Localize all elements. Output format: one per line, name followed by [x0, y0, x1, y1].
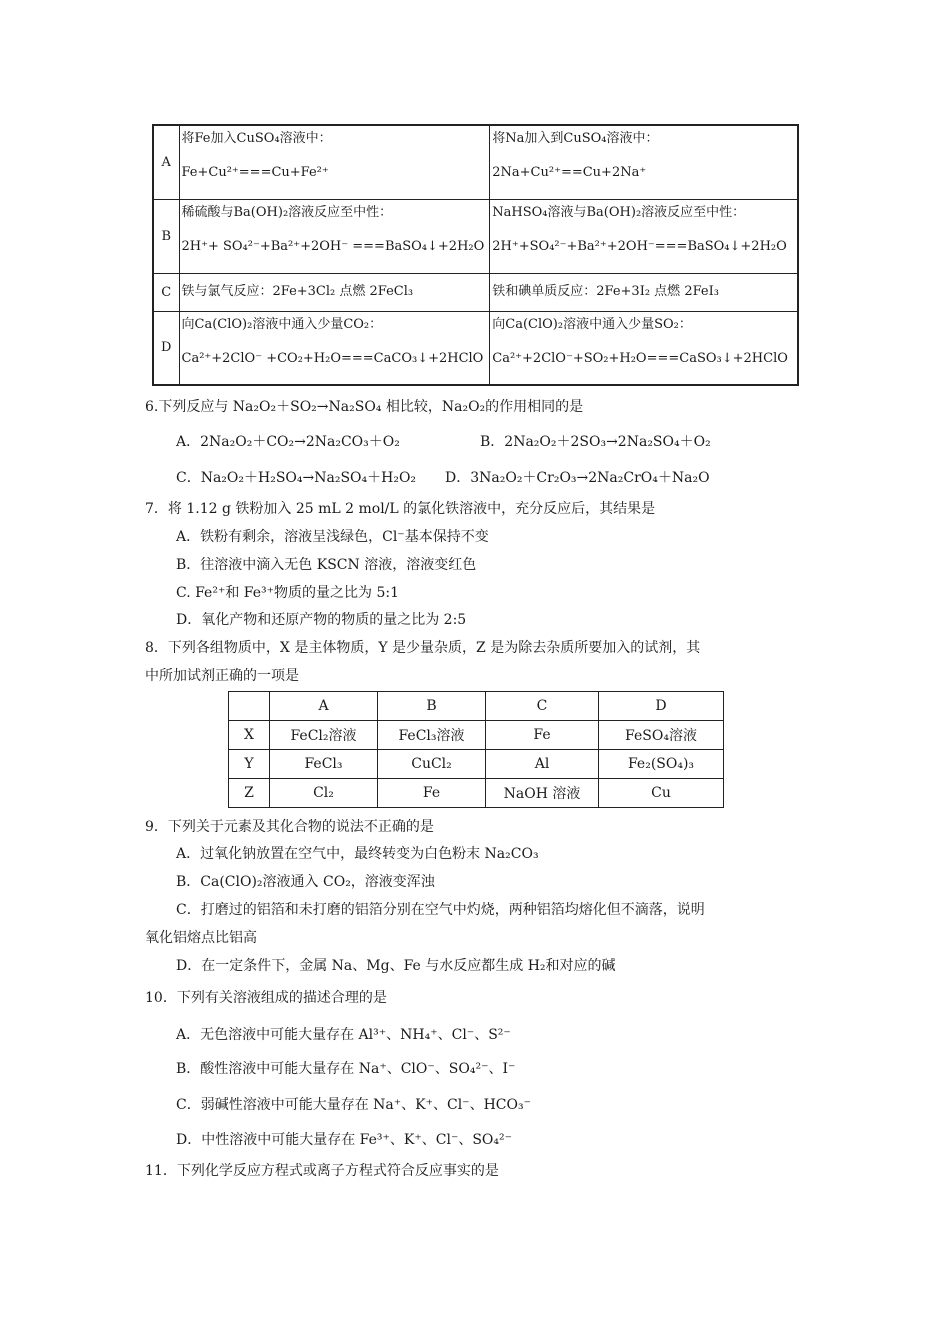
question-9-stem: 9．下列关于元素及其化合物的说法不正确的是	[145, 819, 434, 835]
q7-option-c: C. Fe²⁺和 Fe³⁺物质的量之比为 5:1	[176, 585, 400, 601]
table-cell: NaOH 溶液	[486, 779, 599, 808]
equation-comparison-table	[152, 124, 799, 386]
row-label: A	[153, 125, 179, 199]
header-cell: B	[378, 692, 486, 721]
question-11-stem: 11．下列化学反应方程式或离子方程式符合反应事实的是	[145, 1163, 499, 1179]
row-label: B	[153, 199, 179, 273]
header-cell: A	[270, 692, 378, 721]
question-8-stem-line-1: 8．下列各组物质中，X 是主体物质，Y 是少量杂质，Z 是为除去杂质所要加入的试剂，其	[145, 640, 701, 656]
q6-option-d: D．3Na₂O₂＋Cr₂O₃→2Na₂CrO₄＋Na₂O	[445, 470, 710, 486]
table-cell: Fe₂(SO₄)₃	[599, 750, 724, 779]
q9-option-c-line-1: C．打磨过的铝箔和未打磨的铝箔分别在空气中灼烧，两种铝箔均熔化但不滴落，说明	[176, 902, 705, 918]
table-row	[153, 311, 798, 385]
row-label: D	[153, 311, 179, 385]
question-8-stem-line-2: 中所加试剂正确的一项是	[145, 668, 299, 684]
table-header-row	[229, 692, 724, 721]
right-cell: NaHSO₄溶液与Ba(OH)₂溶液反应至中性： 2H⁺+SO₄²⁻+Ba²⁺+2OH⁻===BaSO₄↓+2H₂O	[490, 199, 798, 273]
left-cell: 将Fe加入CuSO₄溶液中： Fe+Cu²⁺===Cu+Fe²⁺	[179, 125, 490, 199]
q7-option-a: A．铁粉有剩余，溶液呈浅绿色，Cl⁻基本保持不变	[176, 529, 489, 545]
q10-option-a: A．无色溶液中可能大量存在 Al³⁺、NH₄⁺、Cl⁻、S²⁻	[176, 1027, 511, 1043]
q6-option-b: B．2Na₂O₂＋2SO₃→2Na₂SO₄＋O₂	[480, 434, 711, 450]
left-cell: 铁与氯气反应：2Fe+3Cl₂ 点燃 2FeCl₃	[179, 273, 490, 311]
left-cell: 稀硫酸与Ba(OH)₂溶液反应至中性： 2H⁺+ SO₄²⁻+Ba²⁺+2OH⁻ ===BaSO₄↓+2H₂O	[179, 199, 490, 273]
question-7-stem: 7．将 1.12 g 铁粉加入 25 mL 2 mol/L 的氯化铁溶液中，充分反应后，其结果是	[145, 501, 656, 517]
q10-option-b: B．酸性溶液中可能大量存在 Na⁺、ClO⁻、SO₄²⁻、I⁻	[176, 1061, 516, 1077]
q9-option-c-line-2: 氧化铝熔点比铝高	[145, 930, 257, 946]
q6-option-a: A．2Na₂O₂＋CO₂→2Na₂CO₃＋O₂	[176, 434, 400, 450]
table-cell: FeCl₂溶液	[270, 721, 378, 750]
table-cell: Fe	[486, 721, 599, 750]
table-cell: X	[229, 721, 270, 750]
table-cell: Cu	[599, 779, 724, 808]
right-cell: 将Na加入到CuSO₄溶液中： 2Na+Cu²⁺==Cu+2Na⁺	[490, 125, 798, 199]
table-cell: FeCl₃溶液	[378, 721, 486, 750]
table-cell: CuCl₂	[378, 750, 486, 779]
impurity-removal-table	[228, 691, 724, 808]
table-cell: Cl₂	[270, 779, 378, 808]
table-row	[229, 721, 724, 750]
table-row	[229, 750, 724, 779]
table-cell: Y	[229, 750, 270, 779]
table-row	[229, 779, 724, 808]
question-6-stem: 6.下列反应与 Na₂O₂＋SO₂→Na₂SO₄ 相比较，Na₂O₂的作用相同的是	[145, 399, 584, 415]
table-cell: FeSO₄溶液	[599, 721, 724, 750]
q7-option-d: D．氧化产物和还原产物的物质的量之比为 2:5	[176, 612, 467, 628]
row-label: C	[153, 273, 179, 311]
q7-option-b: B．往溶液中滴入无色 KSCN 溶液，溶液变红色	[176, 557, 477, 573]
table-cell: Z	[229, 779, 270, 808]
table-cell: Al	[486, 750, 599, 779]
header-cell: C	[486, 692, 599, 721]
q10-option-c: C．弱碱性溶液中可能大量存在 Na⁺、K⁺、Cl⁻、HCO₃⁻	[176, 1097, 531, 1113]
table-cell: Fe	[378, 779, 486, 808]
q10-option-d: D．中性溶液中可能大量存在 Fe³⁺、K⁺、Cl⁻、SO₄²⁻	[176, 1132, 513, 1148]
table-cell: FeCl₃	[270, 750, 378, 779]
header-cell: D	[599, 692, 724, 721]
q9-option-b: B．Ca(ClO)₂溶液通入 CO₂，溶液变浑浊	[176, 874, 435, 890]
q9-option-a: A．过氧化钠放置在空气中，最终转变为白色粉末 Na₂CO₃	[176, 846, 539, 862]
right-cell: 向Ca(ClO)₂溶液中通入少量SO₂： Ca²⁺+2ClO⁻+SO₂+H₂O===CaSO₃↓+2HClO	[490, 311, 798, 385]
left-cell: 向Ca(ClO)₂溶液中通入少量CO₂： Ca²⁺+2ClO⁻ +CO₂+H₂O===CaCO₃↓+2HClO	[179, 311, 490, 385]
question-10-stem: 10．下列有关溶液组成的描述合理的是	[145, 990, 387, 1006]
table-row	[153, 199, 798, 273]
right-cell: 铁和碘单质反应：2Fe+3I₂ 点燃 2FeI₃	[490, 273, 798, 311]
q9-option-d: D．在一定条件下，金属 Na、Mg、Fe 与水反应都生成 H₂和对应的碱	[176, 958, 616, 974]
q6-option-c: C．Na₂O₂＋H₂SO₄→Na₂SO₄＋H₂O₂	[176, 470, 417, 486]
table-row	[153, 125, 798, 199]
header-cell	[229, 692, 270, 721]
table-row	[153, 273, 798, 311]
